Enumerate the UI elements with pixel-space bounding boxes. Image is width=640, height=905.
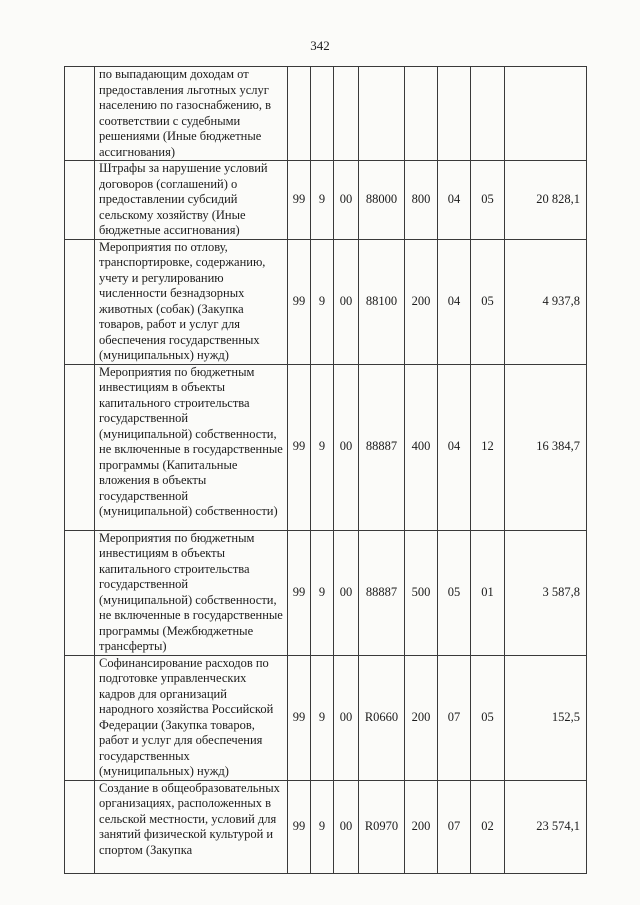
description-cell: Мероприятия по отлову, транспортировке, содержанию, учету и регулированию численности безнадзорных животных (собак) (Закупка товаров, работ и услуг для обеспечения государственных (муниципальных) нужд) [95, 239, 288, 364]
direction-code-cell: 88887 [359, 530, 405, 655]
amount-cell [505, 67, 587, 161]
amount-cell: 3 587,8 [505, 530, 587, 655]
amount-cell: 152,5 [505, 655, 587, 780]
direction-code-cell [359, 67, 405, 161]
subprogram-code-cell: 9 [311, 364, 334, 530]
subsection-cell [471, 67, 505, 161]
section-cell: 07 [438, 780, 471, 873]
program-code-cell: 99 [288, 530, 311, 655]
amount-cell: 23 574,1 [505, 780, 587, 873]
row-marker-cell [65, 161, 95, 240]
program-code-cell: 99 [288, 161, 311, 240]
subprogram-code-cell: 9 [311, 530, 334, 655]
table-row [65, 530, 587, 655]
amount-cell: 20 828,1 [505, 161, 587, 240]
subprogram-code-cell: 9 [311, 161, 334, 240]
event-code-cell: 00 [334, 364, 359, 530]
event-code-cell: 00 [334, 655, 359, 780]
table-row [65, 364, 587, 530]
row-marker-cell [65, 67, 95, 161]
table-row [65, 655, 587, 780]
section-cell: 04 [438, 239, 471, 364]
description-cell: Мероприятия по бюджетным инвестициям в объекты капитального строительства государственной (муниципальной) собственности, не включенные в государственные программы (Капитальные вложения в объекты государственной (муниципальной) собственности) [95, 364, 288, 530]
subsection-cell: 02 [471, 780, 505, 873]
description-cell: Софинансирование расходов по подготовке управленческих кадров для организаций народного хозяйства Российской Федерации (Закупка товаров, работ и услуг для обеспечения государственных (муниципальных) нужд) [95, 655, 288, 780]
subsection-cell: 05 [471, 655, 505, 780]
subsection-cell: 05 [471, 161, 505, 240]
subprogram-code-cell: 9 [311, 655, 334, 780]
description-cell: Создание в общеобразовательных организациях, расположенных в сельской местности, условий для занятий физической культурой и спортом (Закупка [95, 780, 288, 873]
expense-type-cell: 200 [405, 239, 438, 364]
section-cell: 04 [438, 364, 471, 530]
section-cell: 07 [438, 655, 471, 780]
program-code-cell [288, 67, 311, 161]
expense-type-cell: 400 [405, 364, 438, 530]
description-cell: по выпадающим доходам от предоставления льготных услуг населению по газоснабжению, в соответствии с судебными решениями (Иные бюджетные ассигнования) [95, 67, 288, 161]
event-code-cell [334, 67, 359, 161]
section-cell: 05 [438, 530, 471, 655]
description-cell: Штрафы за нарушение условий договоров (соглашений) о предоставлении субсидий сельскому хозяйству (Иные бюджетные ассигнования) [95, 161, 288, 240]
budget-table [64, 66, 587, 874]
description-cell: Мероприятия по бюджетным инвестициям в объекты капитального строительства государственной (муниципальной) собственности, не включенные в государственные программы (Межбюджетные трансферты) [95, 530, 288, 655]
direction-code-cell: R0660 [359, 655, 405, 780]
expense-type-cell: 200 [405, 655, 438, 780]
event-code-cell: 00 [334, 161, 359, 240]
table-row [65, 161, 587, 240]
expense-type-cell [405, 67, 438, 161]
subsection-cell: 01 [471, 530, 505, 655]
row-marker-cell [65, 364, 95, 530]
direction-code-cell: 88100 [359, 239, 405, 364]
page-number: 342 [310, 38, 330, 53]
table-body [65, 67, 587, 874]
expense-type-cell: 800 [405, 161, 438, 240]
subprogram-code-cell: 9 [311, 239, 334, 364]
row-marker-cell [65, 655, 95, 780]
row-marker-cell [65, 530, 95, 655]
section-cell: 04 [438, 161, 471, 240]
row-marker-cell [65, 239, 95, 364]
expense-type-cell: 500 [405, 530, 438, 655]
table-row [65, 780, 587, 873]
subprogram-code-cell: 9 [311, 780, 334, 873]
subprogram-code-cell [311, 67, 334, 161]
section-cell [438, 67, 471, 161]
event-code-cell: 00 [334, 239, 359, 364]
event-code-cell: 00 [334, 780, 359, 873]
program-code-cell: 99 [288, 239, 311, 364]
program-code-cell: 99 [288, 364, 311, 530]
table-row [65, 67, 587, 161]
table-row [65, 239, 587, 364]
direction-code-cell: 88000 [359, 161, 405, 240]
row-marker-cell [65, 780, 95, 873]
amount-cell: 16 384,7 [505, 364, 587, 530]
event-code-cell: 00 [334, 530, 359, 655]
program-code-cell: 99 [288, 655, 311, 780]
direction-code-cell: R0970 [359, 780, 405, 873]
expense-type-cell: 200 [405, 780, 438, 873]
direction-code-cell: 88887 [359, 364, 405, 530]
subsection-cell: 05 [471, 239, 505, 364]
amount-cell: 4 937,8 [505, 239, 587, 364]
program-code-cell: 99 [288, 780, 311, 873]
subsection-cell: 12 [471, 364, 505, 530]
